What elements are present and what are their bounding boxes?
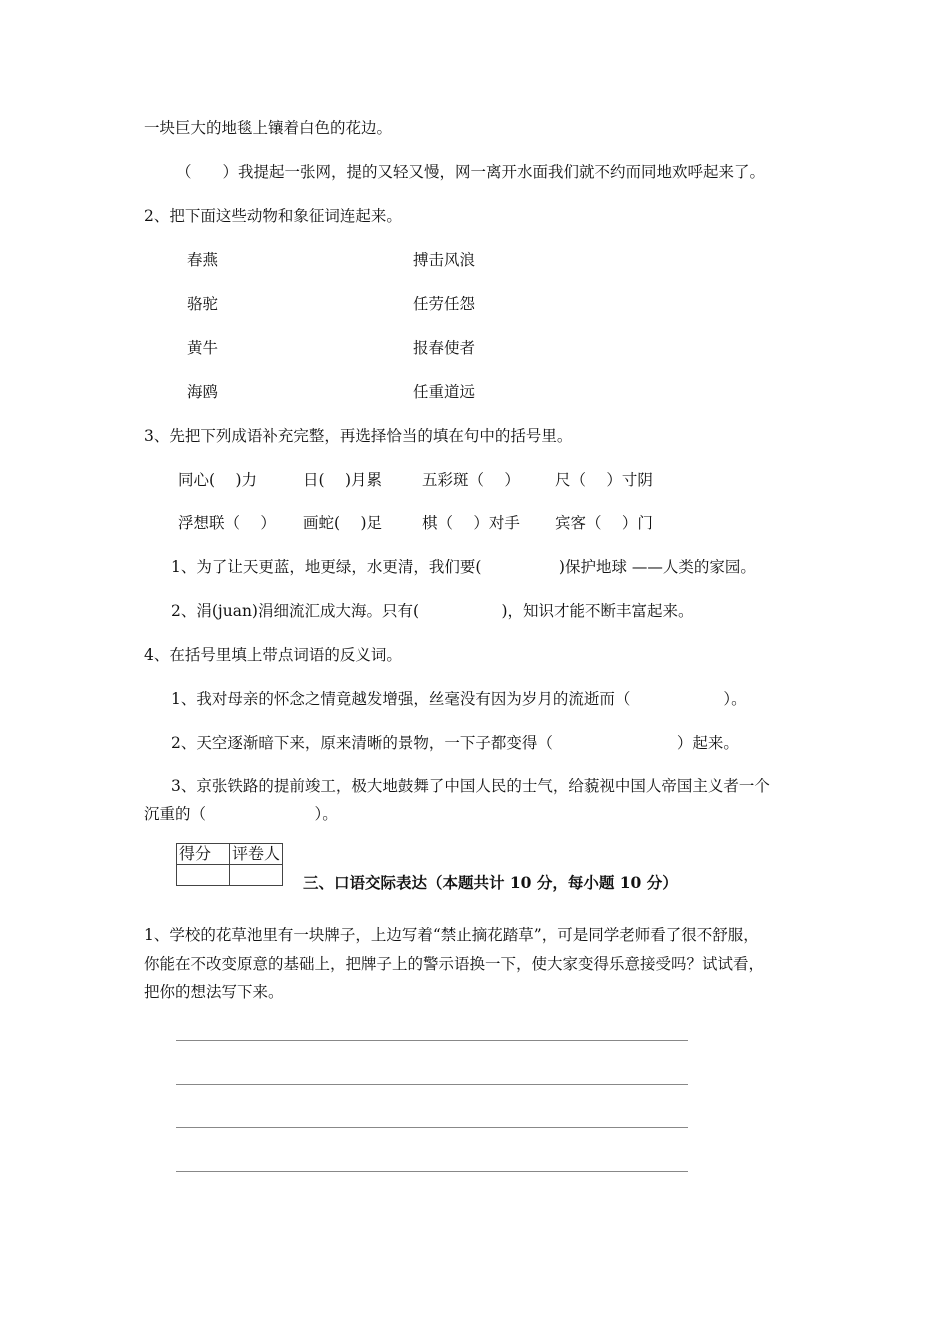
section-3-heading: 三、口语交际表达（本题共计 10 分，每小题 10 分） [303,873,678,892]
section-3-q1-line-2: 你能在不改变原意的基础上，把牌子上的警示语换一下，使大家变得乐意接受吗？试试看， [144,955,765,973]
answer-line-3[interactable] [176,1127,688,1128]
answer-line-4[interactable] [176,1171,688,1172]
q2-symbol-3: 报春使者 [413,339,476,357]
q3-idiom-1-2: 日( )月累 [303,471,383,489]
q2-animal-3: 黄牛 [187,339,219,357]
q3-sentence-2: 2、涓(juan)涓细流汇成大海。只有( )，知识才能不断丰富起来。 [171,602,694,620]
q2-animal-4: 海鸥 [187,383,219,401]
grader-cell[interactable] [230,865,283,886]
q2-symbol-2: 任劳任怨 [413,295,476,313]
q3-idiom-1-1: 同心( )力 [178,471,258,489]
q3-idiom-2-3: 棋（ ）对手 [422,514,520,532]
q3-idiom-2-2: 画蛇( )足 [303,514,383,532]
answer-line-1[interactable] [176,1040,688,1041]
score-cell[interactable] [177,865,230,886]
q3-idiom-1-4: 尺（ ）寸阴 [555,471,653,489]
q4-sentence-3b: 沉重的（ ）。 [144,805,338,823]
section-3-q1-line-1: 1、学校的花草池里有一块牌子，上边写着“禁止摘花踏草”，可是同学老师看了很不舒服， [144,926,759,944]
intro-line-1: 一块巨大的地毯上镶着白色的花边。 [144,119,393,137]
grader-label: 评卷人 [230,844,283,865]
q3-title: 3、先把下列成语补充完整，再选择恰当的填在句中的括号里。 [144,427,573,445]
q3-sentence-1: 1、为了让天更蓝，地更绿，水更清，我们要( )保护地球 ——人类的家园。 [171,558,756,576]
q4-sentence-2: 2、天空逐渐暗下来，原来清晰的景物，一下子都变得（ ）起来。 [171,734,739,752]
intro-line-2: （ ）我提起一张网，提的又轻又慢，网一离开水面我们就不约而同地欢呼起来了。 [176,163,766,181]
q3-idiom-1-3: 五彩斑（ ） [422,471,520,489]
q3-idiom-2-4: 宾客（ ）门 [555,514,653,532]
section-3-q1-line-3: 把你的想法写下来。 [144,983,284,1001]
q4-sentence-3a: 3、京张铁路的提前竣工，极大地鼓舞了中国人民的士气，给藐视中国人帝国主义者一个 [171,777,770,795]
score-label: 得分 [177,844,230,865]
q2-title: 2、把下面这些动物和象征词连起来。 [144,207,402,225]
score-box [176,843,283,886]
answer-line-2[interactable] [176,1084,688,1085]
q4-sentence-1: 1、我对母亲的怀念之情竟越发增强，丝毫没有因为岁月的流逝而（ ）。 [171,690,747,708]
q3-idiom-2-1: 浮想联（ ） [178,514,276,532]
q2-animal-2: 骆驼 [187,295,219,313]
q2-symbol-4: 任重道远 [413,383,476,401]
q2-symbol-1: 搏击风浪 [413,251,476,269]
q4-title: 4、在括号里填上带点词语的反义词。 [144,646,402,664]
q2-animal-1: 春燕 [187,251,219,269]
